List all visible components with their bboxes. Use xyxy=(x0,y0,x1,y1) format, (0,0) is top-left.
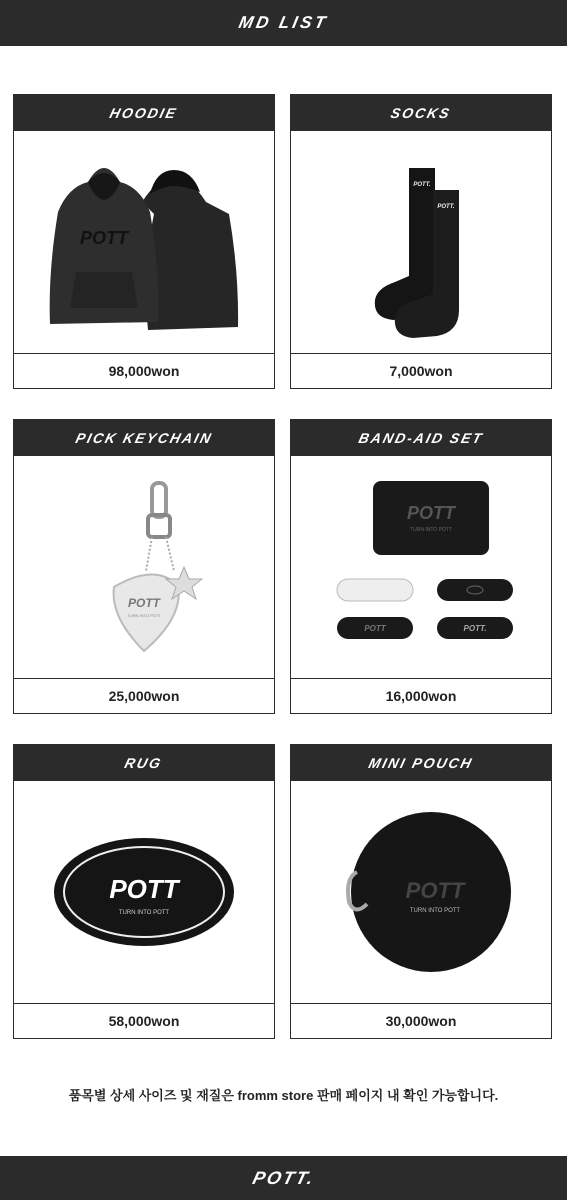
brand-mark: POTT xyxy=(407,503,455,523)
product-card-pick-keychain[interactable] xyxy=(13,419,275,714)
band-aid-icon xyxy=(291,456,551,679)
product-header xyxy=(14,420,274,456)
brand-mark: POTT. xyxy=(437,204,455,210)
brand-mark: POTT xyxy=(80,228,128,248)
product-name: BAND-AID SET xyxy=(356,430,486,446)
socks-icon xyxy=(291,131,551,354)
brand-mark: POTT. xyxy=(463,624,487,633)
brand-mark: POTT xyxy=(364,624,386,633)
product-header xyxy=(291,420,551,456)
product-name: HOODIE xyxy=(108,105,180,121)
product-price: 98,000won xyxy=(108,363,180,379)
product-name: PICK KEYCHAIN xyxy=(73,430,215,446)
tagline-mark: TURN INTO POTT xyxy=(409,908,461,914)
product-header xyxy=(14,95,274,131)
product-price: 16,000won xyxy=(385,688,457,704)
footer-bar xyxy=(0,1156,567,1200)
hoodie-icon xyxy=(14,131,274,354)
product-price: 7,000won xyxy=(389,363,453,379)
product-price: 25,000won xyxy=(108,688,180,704)
page-title: MD LIST xyxy=(237,13,331,32)
product-card-band-aid-set[interactable] xyxy=(290,419,552,714)
brand-mark: POTT xyxy=(109,874,179,904)
product-name: SOCKS xyxy=(389,105,453,121)
header-bar xyxy=(0,0,567,46)
brand-mark: POTT xyxy=(128,596,160,610)
notice-text: 품목별 상세 사이즈 및 재질은 fromm store 판매 페이지 내 확인 가능합니다. xyxy=(68,1088,499,1103)
product-header xyxy=(291,745,551,781)
tagline-mark: TURN INTO POTT xyxy=(410,527,452,533)
brand-mark: POTT. xyxy=(413,182,431,188)
product-header xyxy=(14,745,274,781)
brand-mark: POTT xyxy=(405,878,465,903)
product-name: RUG xyxy=(123,755,165,771)
product-name: MINI POUCH xyxy=(367,755,475,771)
product-card-mini-pouch[interactable] xyxy=(290,744,552,1039)
product-card-rug[interactable] xyxy=(13,744,275,1039)
brand-logo: POTT. xyxy=(250,1167,317,1188)
keychain-icon xyxy=(14,456,274,679)
tagline-mark: TURN INTO POTT xyxy=(127,613,161,618)
product-price: 30,000won xyxy=(385,1013,457,1029)
product-card-socks[interactable] xyxy=(290,94,552,389)
rug-icon xyxy=(14,781,274,1004)
product-price: 58,000won xyxy=(108,1013,180,1029)
pouch-icon xyxy=(291,781,551,1004)
product-card-hoodie[interactable] xyxy=(13,94,275,389)
product-header xyxy=(291,95,551,131)
tagline-mark: TURN INTO POTT xyxy=(118,910,170,916)
